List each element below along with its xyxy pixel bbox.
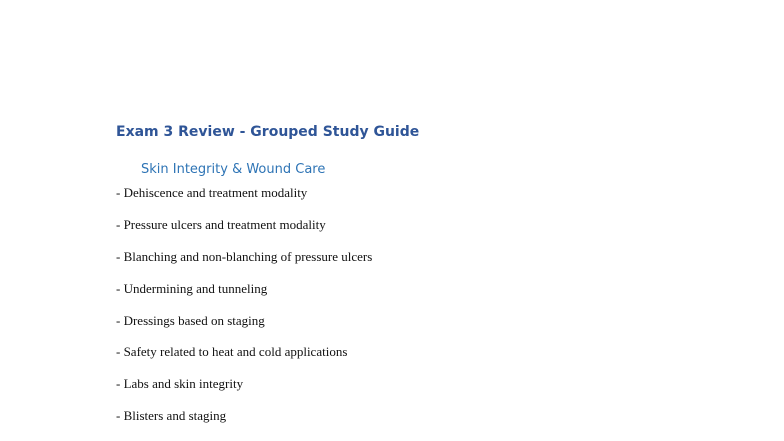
list-item: - Blisters and staging — [116, 408, 227, 424]
list-item: - Safety related to heat and cold applications — [116, 344, 348, 360]
list-item: - Undermining and tunneling — [116, 280, 268, 296]
list-item: - Dressings based on staging — [116, 312, 265, 328]
list-item: - Blanching and non-blanching of pressure ulcers — [116, 248, 373, 264]
list-item: - Dehiscence and treatment modality — [116, 185, 308, 200]
list-item: - Pressure ulcers and treatment modality — [116, 216, 326, 232]
list-item: - Labs and skin integrity — [116, 376, 244, 392]
study-item-list — [116, 185, 372, 440]
section-heading: Skin Integrity & Wound Care — [141, 162, 326, 177]
document-title: Exam 3 Review - Grouped Study Guide — [116, 124, 420, 140]
